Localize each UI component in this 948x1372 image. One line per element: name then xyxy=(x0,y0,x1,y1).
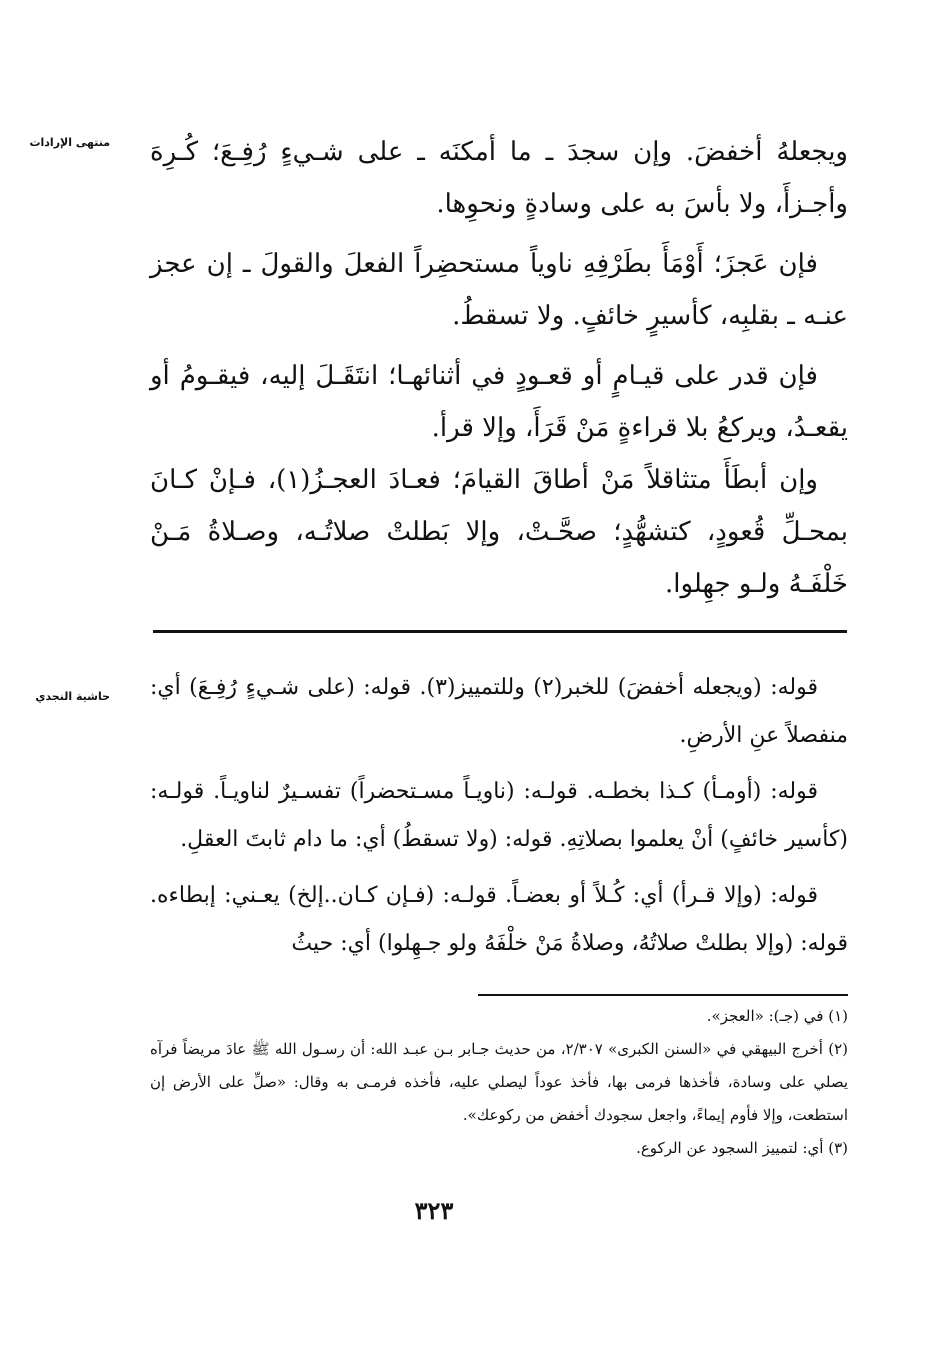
matn-paragraph-1: ويجعلهُ أخفضَ. وإن سجدَ ـ ما أمكنَه ـ على شـيءٍ رُفِـعَ؛ كُـرِهَ وأجـزأَ، ولا بأسَ به على وسادةٍ ونحوِها. xyxy=(150,137,848,219)
footnote-1: (١) في (جـ): «العجز». xyxy=(706,1007,848,1025)
margin-label-hashiya: حاشية النجدي xyxy=(35,690,110,703)
page-number: ٣٢٣ xyxy=(414,1196,454,1225)
hashiya-paragraph-3: قوله: (وإلا قـرأ) أي: كُـلاً أو بعضـاً. قولـه: (فـإن كـان..إلخ) يعـني: إبطاءه. قوله: (وإلا بطلتْ صلاتُهُ، وصلاةُ مَنْ خلْفَهُ ولو جـهِلوا) أي: حيثُ xyxy=(150,883,848,956)
section-divider xyxy=(153,630,847,633)
margin-label-matn: منتهى الإرادات xyxy=(29,136,110,149)
matn-section xyxy=(150,126,848,610)
matn-paragraph-2: فإن عَجزَ؛ أَوْمَأَ بطَرْفِهِ ناوياً مستحضِراً الفعلَ والقولَ ـ إن عجز عنـه ـ بقلبِه، كأسيرٍ خائفٍ. ولا تسقطُ. xyxy=(150,249,848,331)
footnote-3: (٣) أي: لتمييز السجود عن الركوع. xyxy=(636,1139,848,1157)
hashiya-paragraph-1: قوله: (ويجعله أخفضَ) للخبر(٢) وللتمييز(٣). قوله: (على شـيءٍ رُفِـعَ) أي: منفصلاً عنِ الأرضِ. xyxy=(150,675,848,748)
hashiya-section xyxy=(150,664,848,968)
footnote-rule xyxy=(478,994,848,996)
matn-paragraph-4: وإن أبطَأَ متثاقلاً مَنْ أطاقَ القيامَ؛ فعـادَ العجـزُ(١)، فـإنْ كـانَ بمحـلِّ قُعودٍ، كتشهُّدٍ؛ صحَّـتْ، وإلا بَطلتْ صلاتُـه، وصـلاةُ مَـنْ خَلْفَـهُ ولـو جهِلوا. xyxy=(150,465,848,599)
footnotes-section xyxy=(150,1000,848,1165)
matn-paragraph-3: فإن قدر على قيـامٍ أو قعـودٍ في أثنائهـا؛ انتَقَـلَ إليه، فيقـومُ أو يقعـدُ، ويركعُ بلا قراءةٍ مَنْ قَرَأَ، وإلا قرأ. xyxy=(150,361,848,443)
hashiya-paragraph-2: قوله: (أومـأ) كـذا بخطـه. قولـه: (ناويـاً مسـتحضراً) تفسـيرٌ لناويـاً. قولـه: (كأسير خائفٍ) أنْ يعلموا بصلاتِهِ. قوله: (ولا تسقطُ) أي: ما دام ثابتَ العقلِ. xyxy=(150,779,848,852)
footnote-2: (٢) أخرج البيهقي في «السنن الكبرى» ٢/٣٠٧، من حديث جـابر بـن عبـد الله: أن رسـول الله ﷺ عادَ مريضاً فرآه يصلي على وسادة، فأخذها فرمى بها، فأخذ عوداً ليصلي عليه، فأخذه فرمـى به وقال: «صلِّ على الأرض إن استطعت، وإلا فأوم إيماءً، واجعل سجودك أخفض من ركوعك». xyxy=(150,1040,848,1124)
